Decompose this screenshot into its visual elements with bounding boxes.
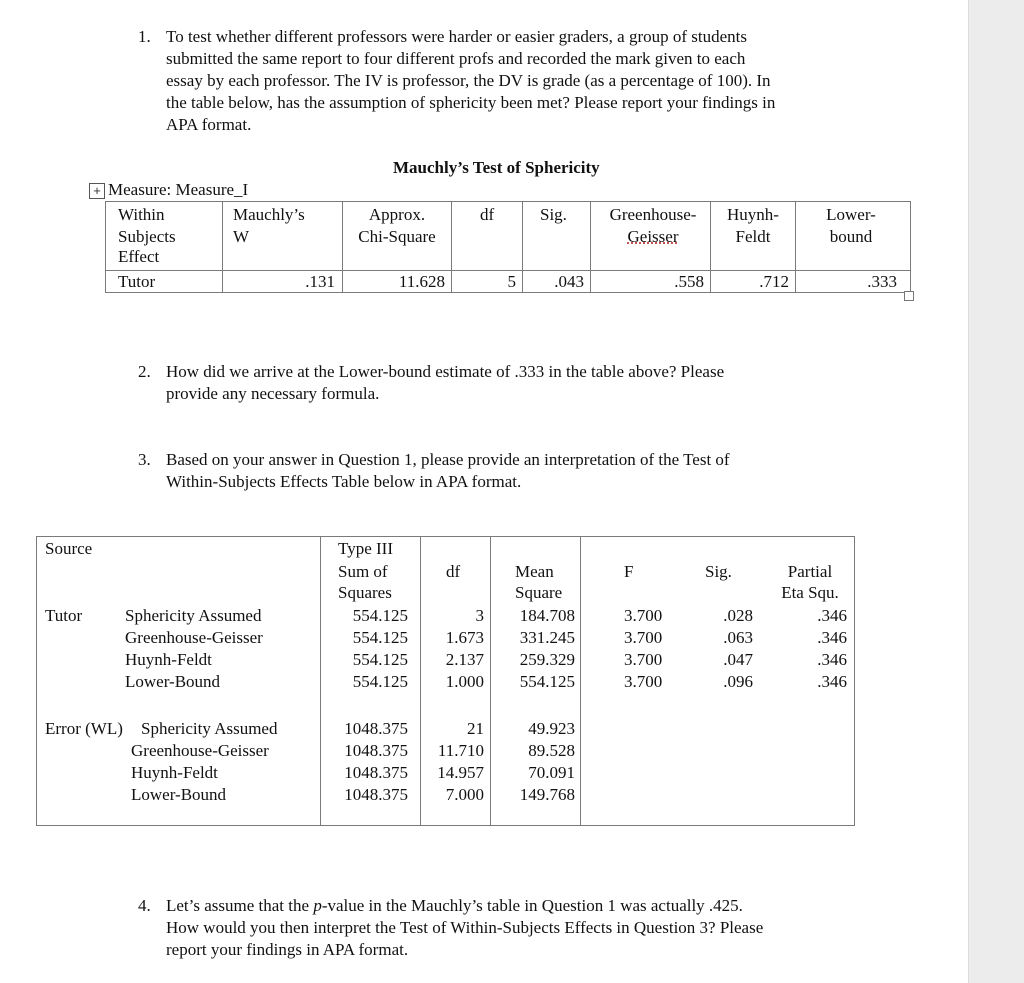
header-lower-bound: Lower- bound (826, 205, 876, 246)
header-sig: Sig. (540, 205, 567, 224)
source-tutor: Tutor (45, 606, 83, 625)
value-chi: 11.628 (398, 272, 445, 291)
header-source: Source (45, 539, 93, 558)
measure-label: Measure: Measure_I (108, 180, 249, 199)
effect-tutor: Tutor (118, 272, 156, 291)
header-within-subjects: Within Subjects Effect (118, 205, 176, 266)
question-number: 2. (138, 362, 151, 381)
question-number: 1. (138, 27, 151, 46)
value-df: 5 (507, 272, 516, 291)
header-chi-square: Approx. Chi-Square (358, 205, 436, 246)
header-huynh-feldt: Huynh- Feldt (727, 205, 779, 246)
header-greenhouse-geisser: Greenhouse- Geisser (609, 205, 697, 246)
table-resize-handle[interactable] (904, 291, 914, 301)
header-df: df (480, 205, 495, 224)
header-sum-of-squares: Type III Sum of Squares (338, 539, 393, 602)
header-partial-eta: Partial Eta Squ. (781, 562, 839, 602)
header-df: df (446, 562, 461, 581)
header-mauchly-w: Mauchly’s W (233, 205, 305, 246)
header-f: F (624, 562, 634, 581)
value-gg: .558 (674, 272, 704, 291)
value-hf: .712 (759, 272, 789, 291)
question-text: Based on your answer in Question 1, please provide an interpretation of the Test of Within-Subjects Effects Table below in APA format. (166, 450, 730, 491)
question-number: 4. (138, 896, 151, 915)
value-lb: .333 (867, 272, 897, 291)
question-text: To test whether different professors were harder or easier graders, a group of students submitted the same report to four different profs and recorded the mark given to each essay by each professor. The IV is professor, the DV is grade (as a percentage of 100). In the table below, has the assumption of sphericity been met? Please report your findings in APA format. (166, 27, 776, 134)
scrollbar[interactable] (968, 0, 1024, 983)
table-caption: Mauchly’s Test of Sphericity (393, 158, 600, 177)
value-w: .131 (305, 272, 335, 291)
source-error: Error (WL) (45, 719, 123, 738)
value-sig: .043 (554, 272, 584, 291)
header-sig: Sig. (705, 562, 732, 581)
question-number: 3. (138, 450, 151, 469)
table-move-handle-icon[interactable]: + (89, 183, 105, 199)
question-text: How did we arrive at the Lower-bound estimate of .333 in the table above? Please provide any necessary formula. (166, 362, 725, 403)
question-text: Let’s assume that the p-value in the Mauchly’s table in Question 1 was actually .425. How would you then interpret the Test of Within-Subjects Effects in Question 3? Please report your findings in APA format. (166, 896, 764, 959)
header-mean-square: Mean Square (515, 562, 563, 602)
